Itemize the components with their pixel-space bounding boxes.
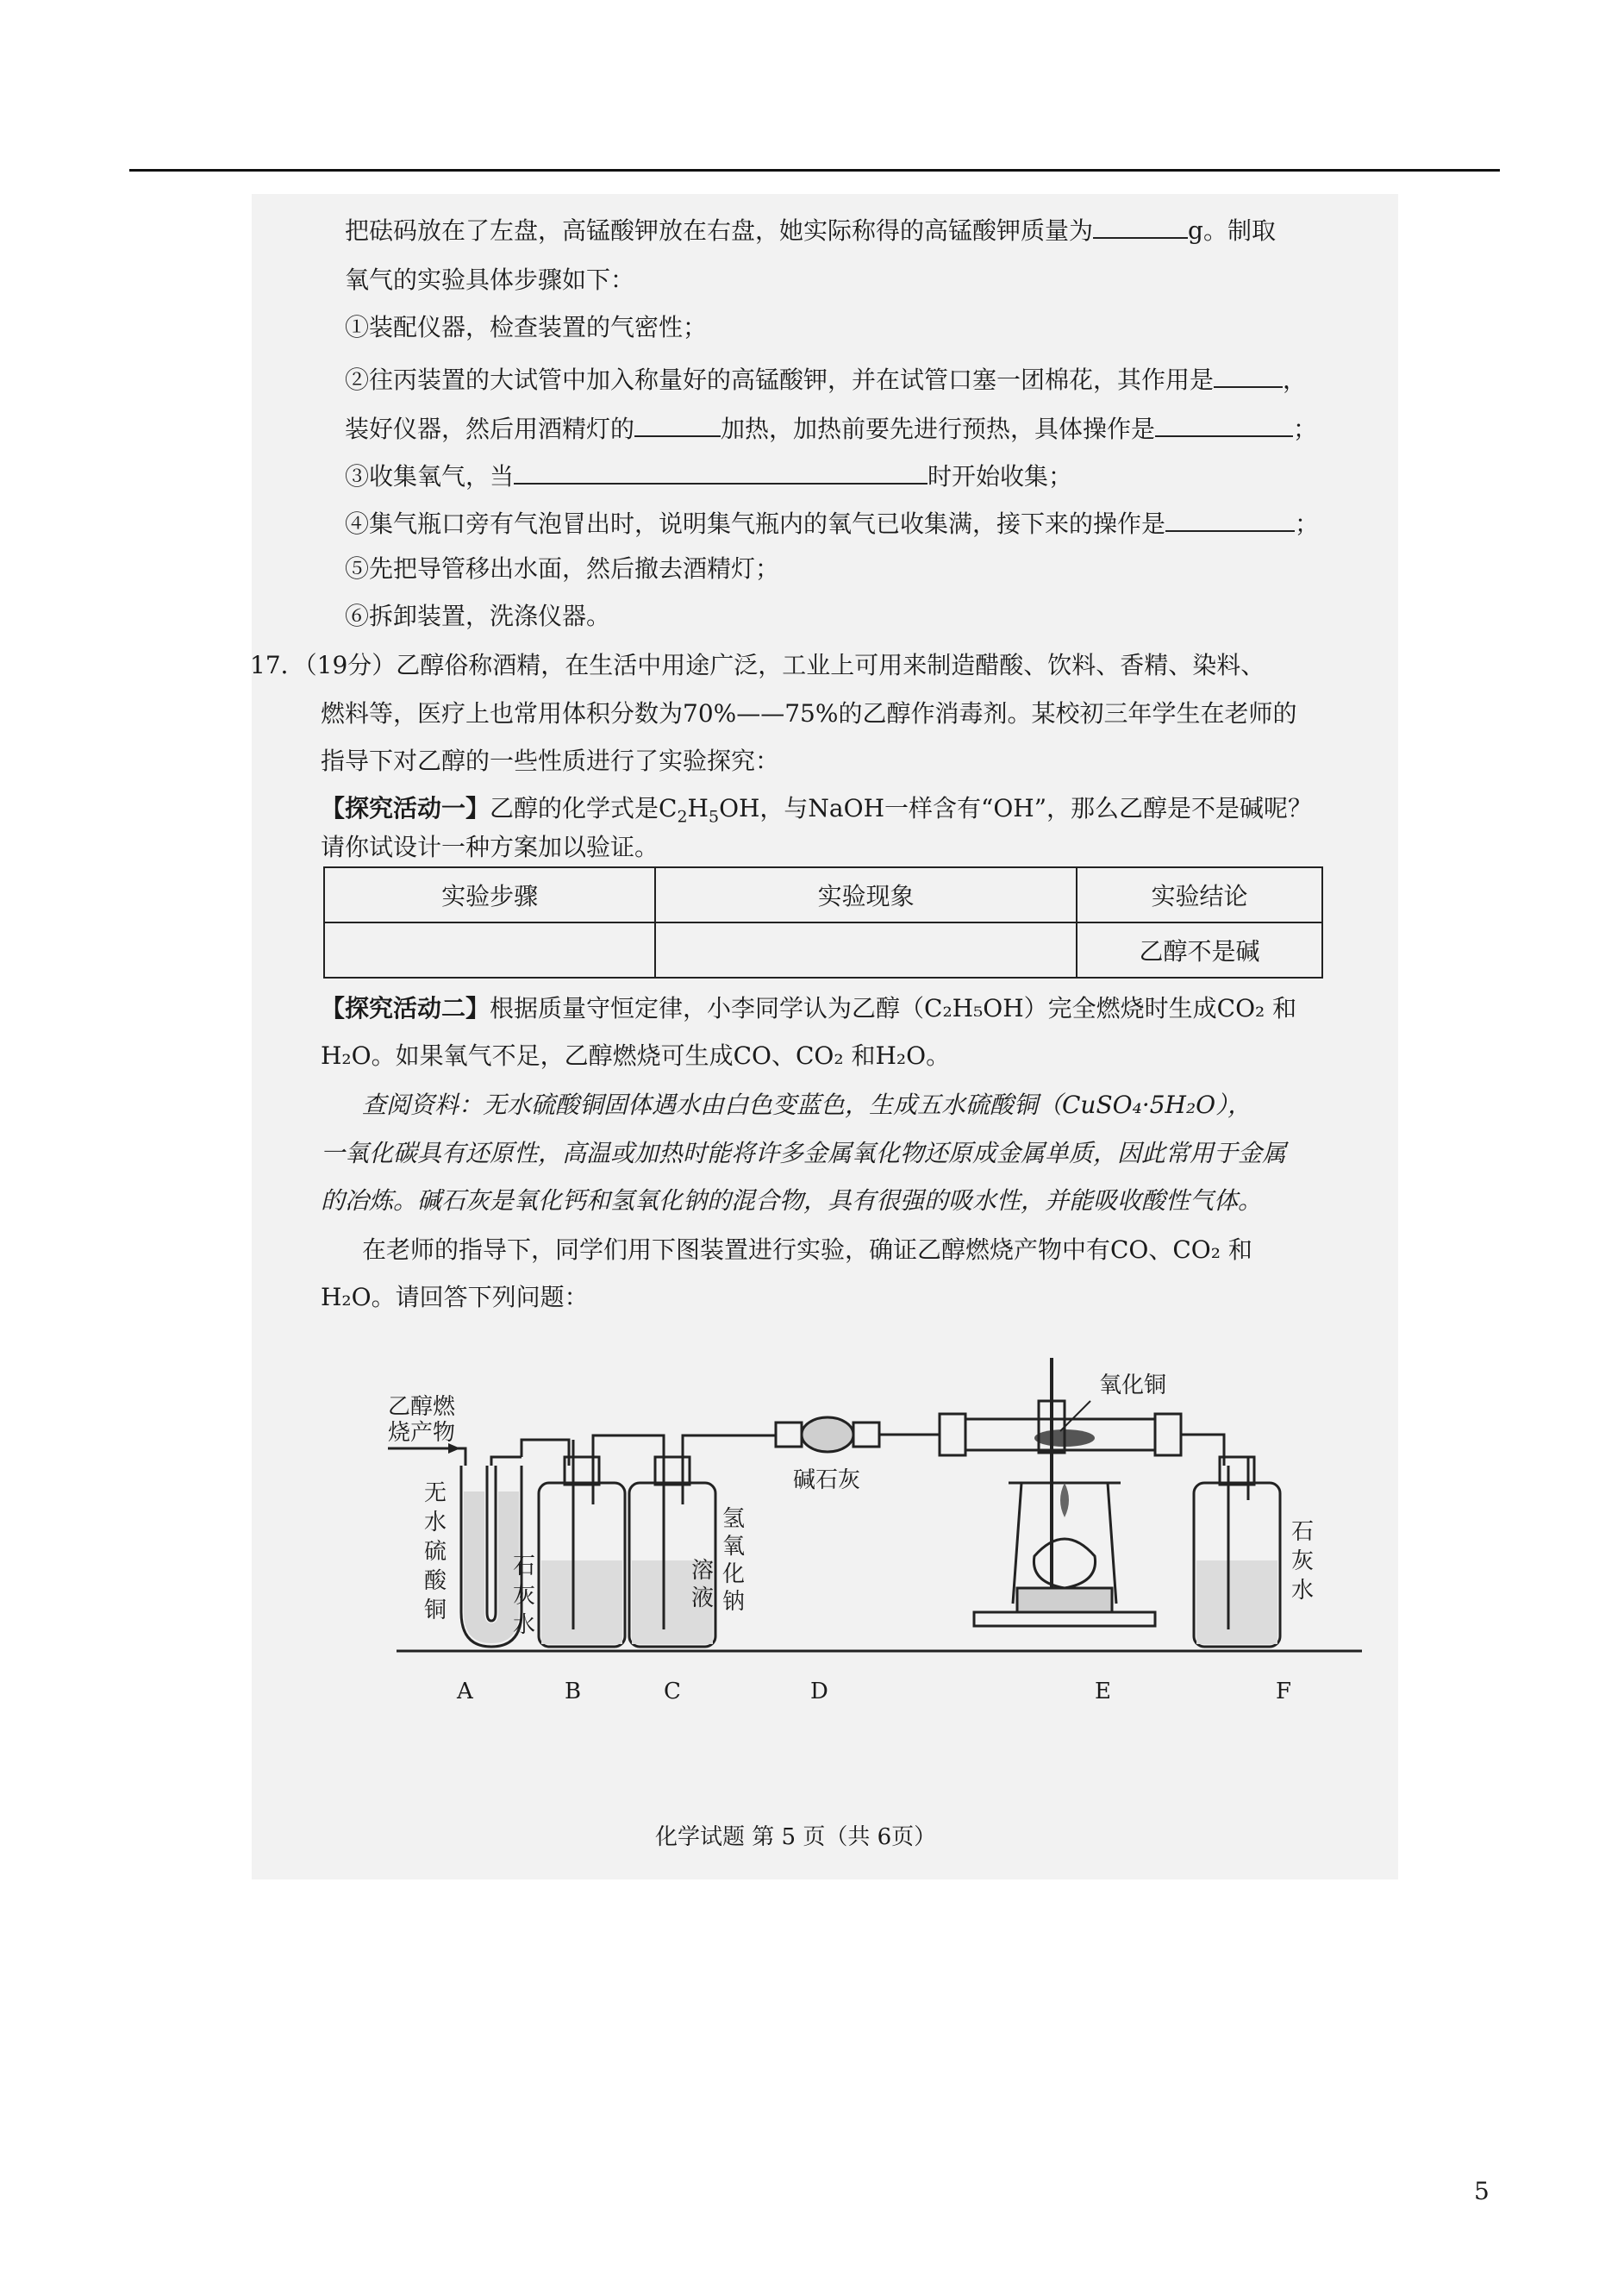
label-sodium-hydroxide: 氢氧化钠 xyxy=(722,1506,746,1615)
step-2: ②往丙装置的大试管中加入称量好的高锰酸钾，并在试管口塞一团棉花，其作用是 ， xyxy=(345,360,1307,397)
info-line-1: 查阅资料：无水硫酸铜固体遇水由白色变蓝色，生成五水硫酸铜（CuSO₄·5H₂O）， xyxy=(362,1091,1252,1119)
table-header-steps: 实验步骤 xyxy=(324,867,655,922)
letter-c: C xyxy=(664,1679,681,1704)
page-footer: 化学试题 第 5 页（共 6页） xyxy=(655,1824,937,1850)
letter-f: F xyxy=(1276,1679,1292,1704)
activity-1-line-2: 请你试设计一种方案加以验证。 xyxy=(321,833,659,861)
blank-flame-part[interactable] xyxy=(634,410,721,437)
apparatus-diagram xyxy=(371,1354,1371,1733)
table-cell-phenomenon[interactable] xyxy=(655,922,1077,978)
letter-b: B xyxy=(565,1679,582,1704)
blank-collect-condition[interactable] xyxy=(514,457,928,485)
experiment-table xyxy=(323,866,1323,979)
drying-tube-d xyxy=(776,1417,879,1452)
letter-a: A xyxy=(457,1679,473,1704)
table-header-phenomenon: 实验现象 xyxy=(655,867,1077,922)
info-line-2: 一氧化碳具有还原性，高温或加热时能将许多金属氧化物还原成金属单质，因此常用于金属 xyxy=(321,1139,1287,1167)
combustion-apparatus-e xyxy=(879,1358,1224,1626)
activity-2: 【探究活动二】根据质量守恒定律，小李同学认为乙醇（C₂H₅OH）完全燃烧时生成CO₂ 和 xyxy=(321,994,1297,1022)
inlet-label-1: 乙醇燃 xyxy=(388,1394,456,1420)
q17-line-2: 燃料等，医疗上也常用体积分数为70%——75%的乙醇作消毒剂。某校初三年学生在老师的 xyxy=(321,699,1297,728)
table-cell-conclusion: 乙醇不是碱 xyxy=(1077,922,1322,978)
step-3: ③收集氧气，当 时开始收集； xyxy=(345,457,1072,494)
instruction-line-2: H₂O。请回答下列问题： xyxy=(321,1283,589,1311)
info-line-3: 的冶炼。碱石灰是氧化钙和氢氧化钠的混合物，具有很强的吸水性，并能吸收酸性气体。 xyxy=(321,1186,1263,1215)
label-limewater-b: 石灰水 xyxy=(513,1554,536,1638)
letter-d: D xyxy=(810,1679,828,1704)
step-4: ④集气瓶口旁有气泡冒出时，说明集气瓶内的氧气已收集满，接下来的操作是 ； xyxy=(345,504,1319,541)
apparatus-svg xyxy=(371,1354,1371,1733)
inlet-label-2: 烧产物 xyxy=(388,1420,456,1446)
step-5: ⑤先把导管移出水面，然后撤去酒精灯； xyxy=(345,554,780,583)
blank-mass[interactable] xyxy=(1093,211,1188,239)
label-solution: 溶液 xyxy=(691,1558,715,1611)
step-6: ⑥拆卸装置，洗涤仪器。 xyxy=(345,602,611,630)
table-cell-steps[interactable] xyxy=(324,922,655,978)
bottle-c xyxy=(629,1435,776,1647)
bottle-f xyxy=(1194,1457,1280,1647)
blank-cotton-purpose[interactable] xyxy=(1214,360,1283,388)
label-copper-oxide: 氧化铜 xyxy=(1099,1373,1167,1398)
instruction-line-1: 在老师的指导下，同学们用下图装置进行实验，确证乙醇燃烧产物中有CO、CO₂ 和 xyxy=(362,1235,1252,1264)
activity-2-line-2: H₂O。如果氧气不足，乙醇燃烧可生成CO、CO₂ 和H₂O。 xyxy=(321,1041,951,1070)
activity-1: 【探究活动一】乙醇的化学式是$C_2H_5OH$，与NaOH一样含有“OH”，那么乙醇是不是碱呢？ xyxy=(321,794,1313,827)
text-line-1: 把砝码放在了左盘，高锰酸钾放在右盘，她实际称得的高锰酸钾质量为 g。制取 xyxy=(345,211,1276,248)
blank-preheat-operation[interactable] xyxy=(1155,410,1293,437)
label-limewater-f: 石灰水 xyxy=(1291,1519,1315,1604)
text-line-2: 氧气的实验具体步骤如下： xyxy=(345,266,635,294)
label-anhydrous-copper-sulfate: 无水硫酸铜 xyxy=(424,1480,447,1623)
top-rule xyxy=(129,169,1500,172)
q17-line-3: 指导下对乙醇的一些性质进行了实验探究： xyxy=(321,747,780,775)
q17-line-1: 17．（19分）乙醇俗称酒精，在生活中用途广泛，工业上可用来制造醋酸、饮料、香精、染料、 xyxy=(250,651,1265,679)
step-1: ①装配仪器，检查装置的气密性； xyxy=(345,313,708,341)
blank-next-operation[interactable] xyxy=(1165,504,1295,532)
page-number: 5 xyxy=(1474,2177,1490,2205)
label-soda-lime: 碱石灰 xyxy=(793,1467,861,1493)
step-2-cont: 装好仪器，然后用酒精灯的 加热，加热前要先进行预热，具体操作是 ； xyxy=(345,410,1317,447)
table-header-conclusion: 实验结论 xyxy=(1077,867,1322,922)
letter-e: E xyxy=(1095,1679,1111,1704)
